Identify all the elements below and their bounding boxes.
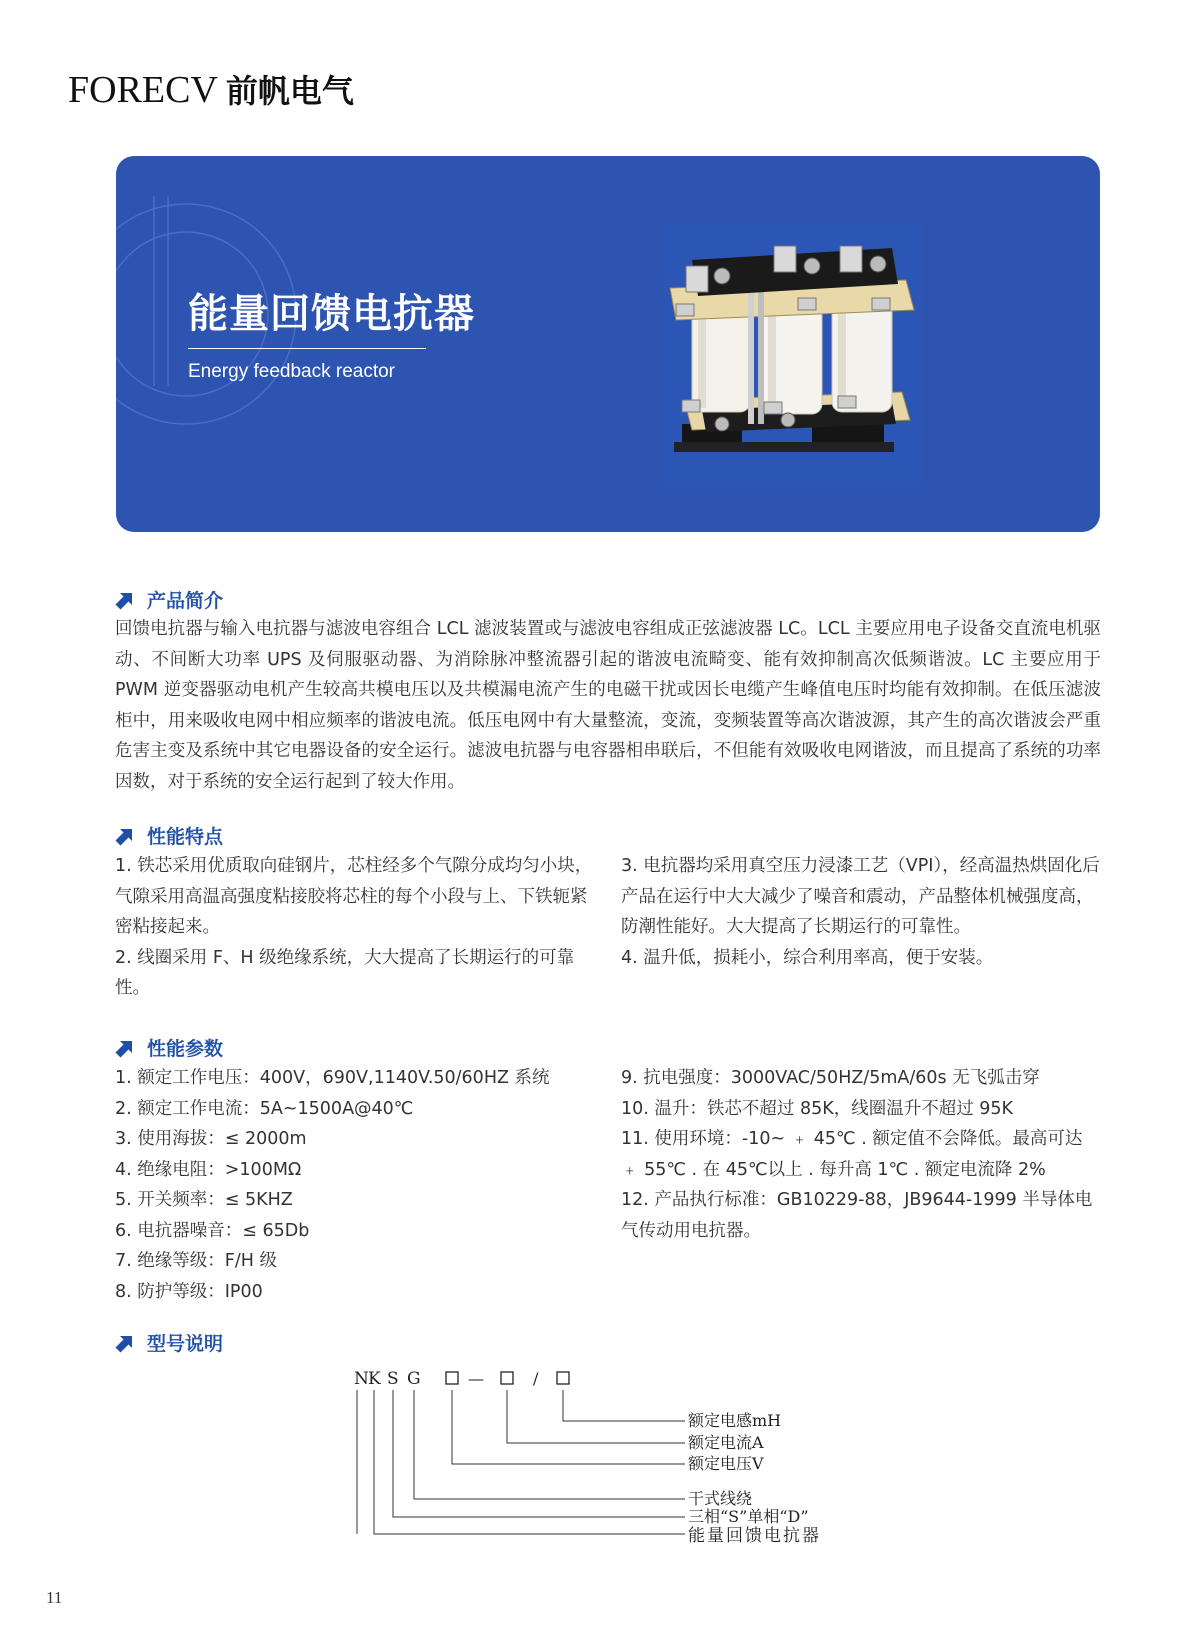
feature-item: 1. 铁芯采用优质取向硅钢片，芯柱经多个气隙分成均匀小块，气隙采用高温高强度粘接胶将芯柱的每个小段与上、下铁轭紧密粘接起来。 <box>115 856 593 937</box>
code-placeholder-box <box>446 1372 458 1384</box>
model-heading-text: 型号说明 <box>147 1333 224 1355</box>
code-letter: G <box>407 1369 421 1389</box>
model-label: 额定电感mH <box>688 1411 782 1430</box>
param-item: 8. 防护等级：IP00 <box>115 1281 263 1302</box>
model-label: 额定电流A <box>688 1433 764 1452</box>
param-item: 12. 产品执行标准：GB10229-88，JB9644-1999 半导体电气传动用电抗器。 <box>621 1190 1093 1241</box>
brand-logo <box>68 66 354 110</box>
feature-item: 3. 电抗器均采用真空压力浸漆工艺（VPI），经高温热烘固化后产品在运行中大大减少了噪音和震动，产品整体机械强度高，防潮性能好。大大提高了长期运行的可靠性。 <box>621 856 1100 937</box>
code-letter: S <box>387 1369 399 1389</box>
model-code-diagram <box>350 1364 890 1574</box>
page-number: 11 <box>46 1588 63 1607</box>
arrow-up-right-icon <box>115 826 135 846</box>
feature-item: 2. 线圈采用 F、H 级绝缘系统，大大提高了长期运行的可靠性。 <box>115 947 575 998</box>
features-heading-text: 性能特点 <box>147 826 224 848</box>
param-item: 3. 使用海拔：≤ 2000m <box>115 1129 307 1149</box>
hero-banner <box>116 156 1100 532</box>
arrow-up-right-icon <box>115 590 135 610</box>
model-heading <box>115 1329 223 1356</box>
banner-subtitle: Energy feedback reactor <box>188 361 396 382</box>
param-item: 2. 额定工作电流：5A~1500A@40℃ <box>115 1098 414 1119</box>
params-left-column <box>115 1063 595 1307</box>
model-label: 能量回馈电抗器 <box>688 1526 821 1546</box>
param-item: 6. 电抗器噪音：≤ 65Db <box>115 1220 310 1241</box>
banner-decoration <box>116 156 1100 532</box>
code-placeholder-box <box>501 1372 513 1384</box>
param-item: 1. 额定工作电压：400V，690V,1140V.50/60HZ 系统 <box>115 1068 550 1088</box>
code-letter: N <box>354 1369 369 1389</box>
logo-chinese: 前帆电气 <box>225 72 354 110</box>
param-item: 7. 绝缘等级：F/H 级 <box>115 1251 277 1271</box>
params-heading-text: 性能参数 <box>147 1038 224 1060</box>
params-heading <box>115 1034 223 1061</box>
arrow-up-right-icon <box>115 1038 135 1058</box>
param-item: 10. 温升：铁芯不超过 85K，线圈温升不超过 95K <box>621 1098 1014 1119</box>
params-right-column <box>621 1063 1101 1246</box>
banner-divider <box>188 348 426 349</box>
intro-heading-text: 产品简介 <box>147 590 224 612</box>
features-right-column <box>621 851 1101 973</box>
features-heading <box>115 822 223 849</box>
code-letter: K <box>368 1369 381 1389</box>
model-label: 干式线绕 <box>688 1489 753 1508</box>
banner-title: 能量回馈电抗器 <box>188 291 475 337</box>
model-label: 三相“S”单相“D” <box>688 1507 809 1526</box>
code-placeholder-box <box>557 1372 569 1384</box>
intro-heading <box>115 586 223 613</box>
product-image <box>662 224 924 486</box>
code-separator: — <box>468 1369 484 1388</box>
feature-item: 4. 温升低，损耗小，综合利用率高，便于安装。 <box>621 947 994 968</box>
features-left-column <box>115 851 595 1004</box>
intro-paragraph: 回馈电抗器与输入电抗器与滤波电容组合 LCL 滤波装置或与滤波电容组成正弦滤波器 LC。LCL 主要应用电子设备交直流电机驱动、不间断大功率 UPS 及伺服驱动器、为消除脉冲整流器引起的谐波电流畸变、能有效抑制高次低频谐波。LC 主要应用于 PWM 逆变器驱动电机产生较高共模电压以及共模漏电流产生的电磁干扰或因长电缆产生峰值电压时均能有效抑制。在低压滤波柜中，用来吸收电网中相应频率的谐波电流。低压电网中有大量整流，变流，变频装置等高次谐波源，其产生的高次谐波会严重危害主变及系统中其它电器设备的安全运行。滤波电抗器与电容器相串联后，不但能有效吸收电网谐波，而且提高了系统的功率因数，对于系统的安全运行起到了较大作用。 <box>115 619 1101 792</box>
param-item: 11. 使用环境：-10~ ﹢ 45℃ . 额定值不会降低。最高可达 ﹢ 55℃ . 在 45℃以上 . 每升高 1℃ . 额定电流降 2% <box>621 1129 1083 1180</box>
model-label: 额定电压V <box>688 1454 764 1473</box>
param-item: 5. 开关频率：≤ 5KHZ <box>115 1190 293 1210</box>
param-item: 4. 绝缘电阻：>100MΩ <box>115 1159 302 1180</box>
arrow-up-right-icon <box>115 1333 135 1353</box>
param-item: 9. 抗电强度：3000VAC/50HZ/5mA/60s 无飞弧击穿 <box>621 1068 1040 1088</box>
logo-english: FORECV <box>68 69 218 111</box>
code-separator: / <box>533 1369 539 1388</box>
